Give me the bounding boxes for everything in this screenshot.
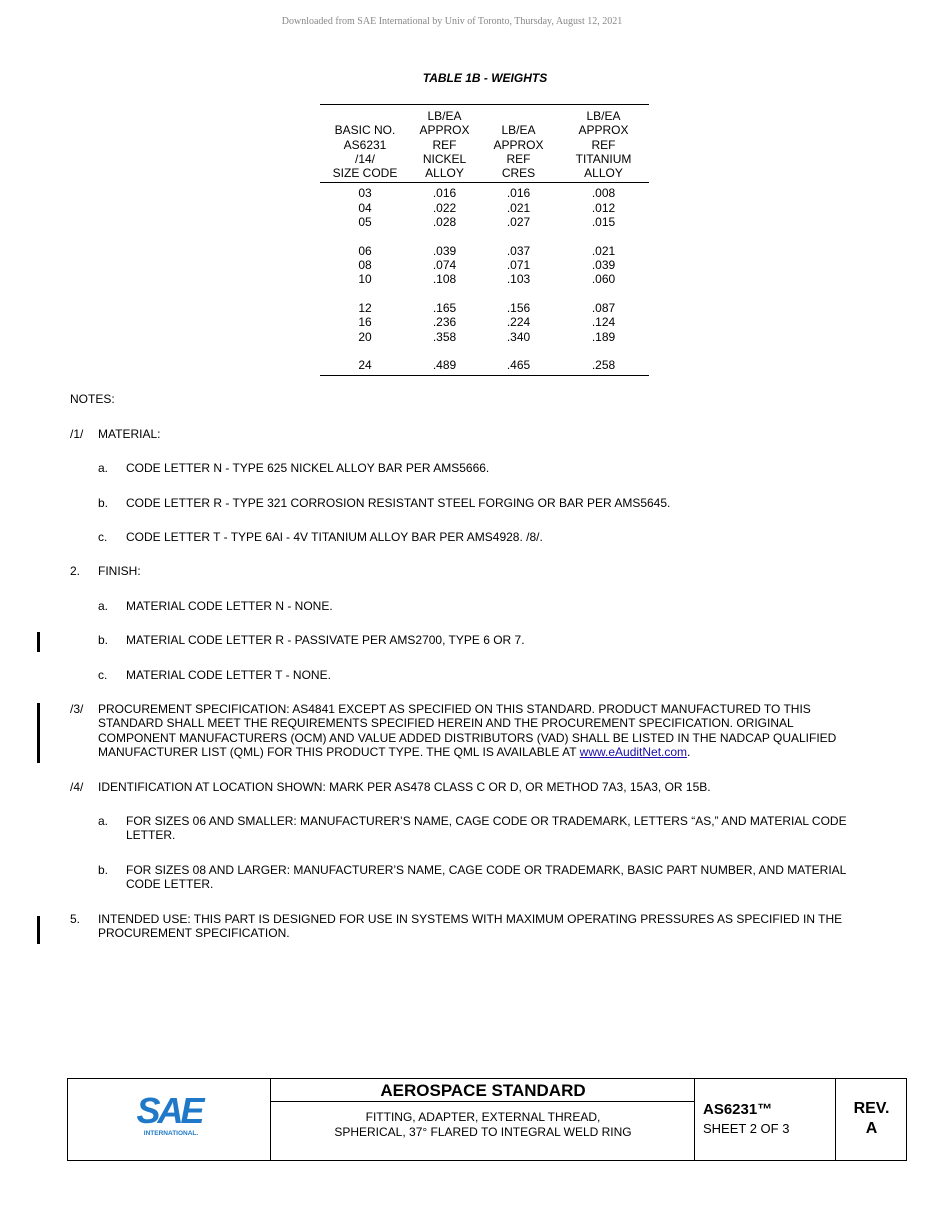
sae-logo-subtext: INTERNATIONAL. [143,1130,199,1137]
revision-cell [835,1079,907,1160]
note-4-number: /4/ [70,780,84,794]
table-spacer [320,287,649,301]
sae-logo [68,1079,270,1160]
header-cres: LB/EA APPROX REF CRES [479,105,558,183]
note-2b-label: b. [98,633,109,647]
table-row: 08 .074 .071 .039 [358,258,616,273]
note-4b-text: FOR SIZES 08 AND LARGER: MANUFACTURER’S NAME, CAGE CODE OR TRADEMARK, BASIC PART NUMBER, AND MATERIAL CODE LETTER. [126,863,846,892]
sae-logo-icon [68,1079,270,1160]
table-row: 20 .358 .340 .189 [358,329,616,344]
table-row: 24 .489 .465 .258 [320,358,649,375]
revision-bar [37,632,40,652]
note-4a-text: FOR SIZES 06 AND SMALLER: MANUFACTURER’S NAME, CAGE CODE OR TRADEMARK, LETTERS “AS,” AND MATERIAL CODE LETTER. [126,814,847,843]
note-2b-text: MATERIAL CODE LETTER R - PASSIVATE PER AMS2700, TYPE 6 OR 7. [126,633,525,647]
table-row: 03 .016 .016 .008 [358,186,616,201]
weights-table [320,104,649,376]
table-row: 16 .236 .224 .124 [358,315,616,330]
table-row: 06 .039 .037 .021 [358,243,616,258]
note-5-number: 5. [70,912,81,926]
eauditnet-link[interactable]: www.eAuditNet.com [579,745,688,760]
note-5-text: INTENDED USE: THIS PART IS DESIGNED FOR USE IN SYSTEMS WITH MAXIMUM OPERATING PRESSURES AS SPECIFIED IN THE PROCUREMENT SPECIFICATION. [98,912,843,941]
table-row: 10 .108 .103 .060 [358,272,616,287]
header-nickel: LB/EA APPROX REF NICKEL ALLOY [410,105,479,183]
table-row: 05 .028 .027 .015 [358,215,616,230]
note-2-number: 2. [70,564,81,578]
standard-number: AS6231™ [703,1101,773,1118]
aerospace-standard-header: AEROSPACE STANDARD [271,1079,695,1102]
revision-bar [37,916,40,944]
notes-heading: NOTES: [70,392,115,406]
table-spacer [320,229,649,243]
download-watermark: Downloaded from SAE International by Univ of Toronto, Thursday, August 12, 2021 [281,16,623,27]
header-basic-no: BASIC NO. AS6231 /14/ SIZE CODE [320,105,410,183]
note-2-text: FINISH: [98,564,141,578]
note-2a-label: a. [98,599,109,613]
revision: REV. A [853,1100,890,1137]
note-3-number: /3/ [70,702,84,716]
document-number-cell [694,1079,836,1160]
table-title: TABLE 1B - WEIGHTS [422,71,548,85]
note-1c-label: c. [98,530,108,544]
title-center [270,1079,695,1160]
part-description: FITTING, ADAPTER, EXTERNAL THREAD, SPHERICAL, 37° FLARED TO INTEGRAL WELD RING [334,1110,632,1139]
revision-bar [37,703,40,763]
note-4b-label: b. [98,863,109,877]
note-2c-text: MATERIAL CODE LETTER T - NONE. [126,668,331,682]
title-block [67,1078,907,1161]
note-1-text: MATERIAL: [98,427,161,441]
note-2a-text: MATERIAL CODE LETTER N - NONE. [126,599,333,613]
note-1c-text: CODE LETTER T - TYPE 6Al - 4V TITANIUM ALLOY BAR PER AMS4928. /8/. [126,530,543,544]
note-2c-label: c. [98,668,108,682]
note-4a-label: a. [98,814,109,828]
note-1a-text: CODE LETTER N - TYPE 625 NICKEL ALLOY BAR PER AMS5666. [126,461,490,475]
table-row: 04 .022 .021 .012 [358,200,616,215]
note-1b-text: CODE LETTER R - TYPE 321 CORROSION RESISTANT STEEL FORGING OR BAR PER AMS5645. [126,496,671,510]
table-spacer [320,344,649,358]
sae-logo-text: SAE [136,1090,202,1131]
note-4-text: IDENTIFICATION AT LOCATION SHOWN: MARK PER AS478 CLASS C OR D, OR METHOD 7A3, 15A3, OR 15B. [98,780,711,794]
note-1a-label: a. [98,461,109,475]
sheet-number: SHEET 2 OF 3 [703,1121,790,1136]
note-1-number: /1/ [70,427,84,441]
table-header-row [320,105,649,183]
table-row: 12 .165 .156 .087 [358,301,616,316]
header-titanium: LB/EA APPROX REF TITANIUM ALLOY [558,105,649,183]
note-1b-label: b. [98,496,109,510]
note-3-text: PROCUREMENT SPECIFICATION: AS4841 EXCEPT AS SPECIFIED ON THIS STANDARD. PRODUCT MANUFACTURED TO THIS STANDARD SHALL MEET THE REQUIREMENTS SPECIFIED HEREIN AND THE PROCUREMENT SPECIFICATION. ORIGINAL COMPONENT MANUFACTURERS (OCM) AND VALUE ADDED DISTRIBUTORS (VAD) SHALL BE LISTED IN THE NADCAP QUALIFIED MANUFACTURER LIST (QML) FOR THIS PRODUCT TYPE. THE QML IS AVAILABLE AT www.eAuditNet.com. [98,702,837,760]
